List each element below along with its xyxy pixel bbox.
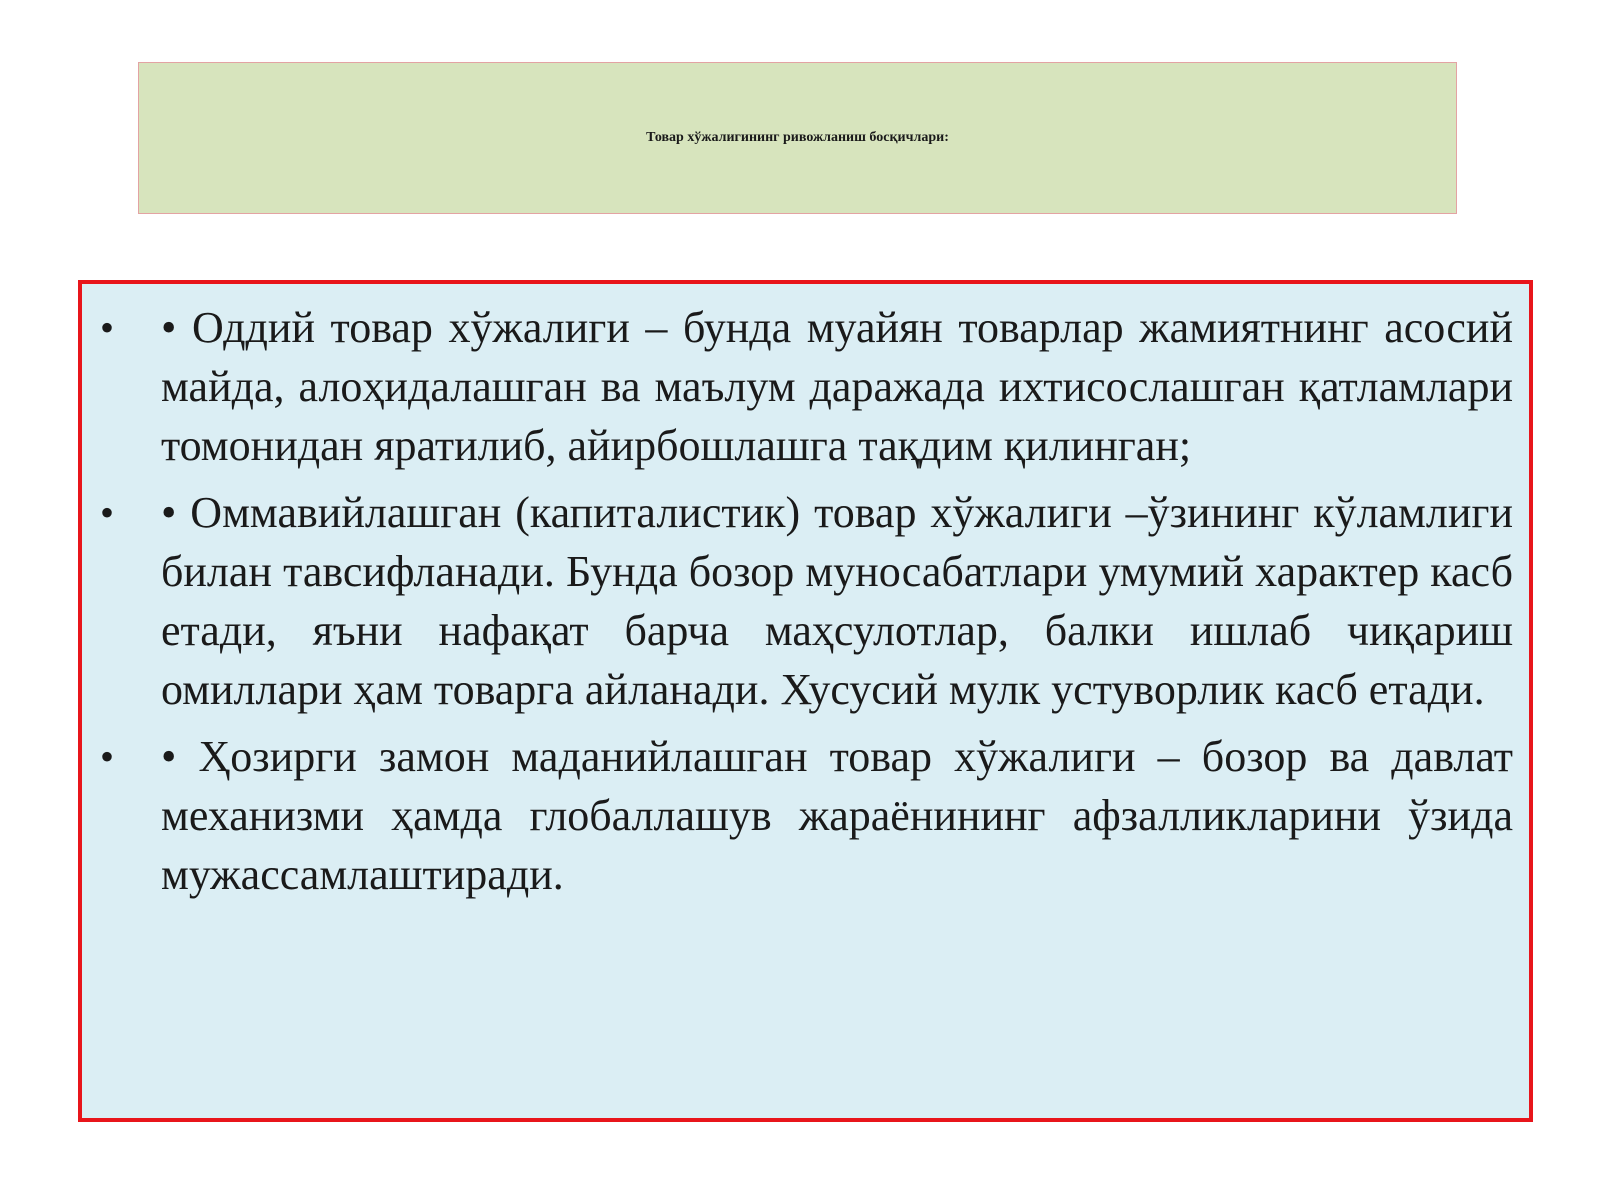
list-item <box>82 483 1529 719</box>
bullet-icon: • <box>100 734 115 779</box>
content-box <box>78 280 1533 1122</box>
slide-title: Товар хўжалигининг ривожланиш босқичлари: <box>646 130 949 145</box>
bullet-icon: • <box>100 305 115 350</box>
bullet-list <box>82 298 1529 912</box>
title-box <box>138 62 1457 214</box>
list-item <box>82 727 1529 904</box>
bullet-icon: • <box>100 490 115 535</box>
list-item <box>82 298 1529 475</box>
list-item-text: • Ҳозирги замон маданийлашган товар хўжалиги – бозор ва давлат механизми ҳамда глобаллашув жараёнининг афзалликларини ўзида мужассамлаштиради. <box>161 732 1513 899</box>
list-item-text: • Оммавийлашган (капиталистик) товар хўжалиги –ўзининг кўламлиги билан тавсифланади. Бунда бозор муносабатлари умумий характер касб етади, яъни нафақат барча маҳсулотлар, балки ишлаб чиқариш омиллари ҳам товарга айланади. Хусусий мулк устуворлик касб етади. <box>161 488 1513 714</box>
list-item-text: • Оддий товар хўжалиги – бунда муайян товарлар жамиятнинг асосий майда, алоҳидалашган ва маълум даражада ихтисослашган қатламлари томонидан яратилиб, айирбошлашга тақдим қилинган; <box>161 303 1513 470</box>
